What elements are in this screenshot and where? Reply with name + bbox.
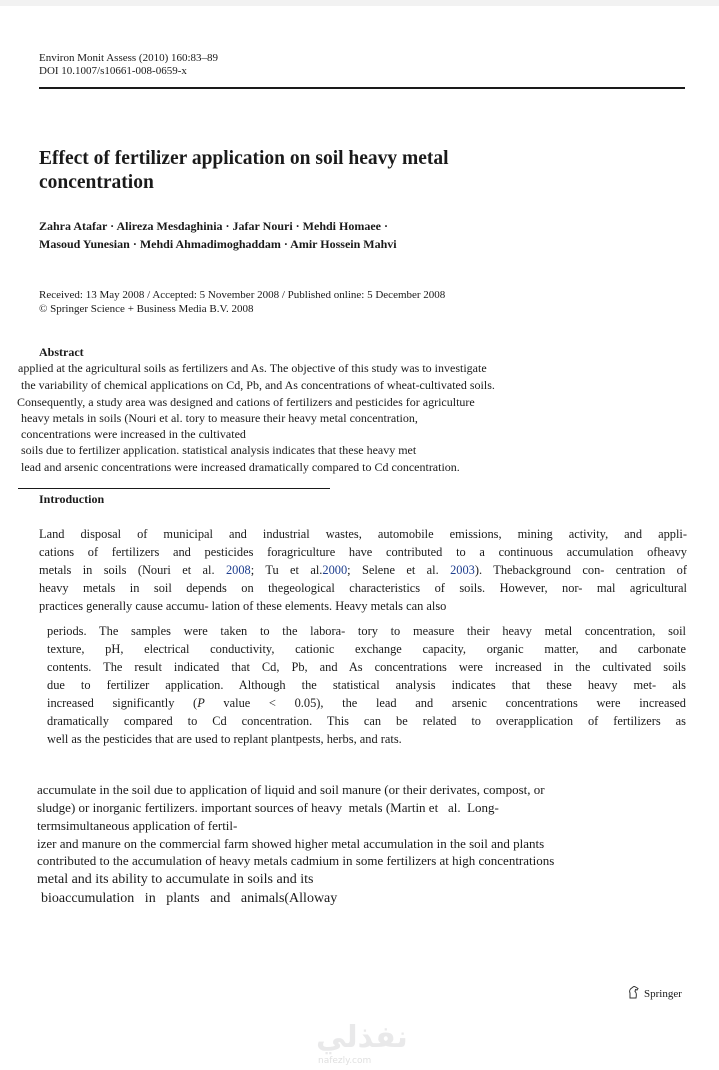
paragraph-line: contents. The result indicated that Cd, Pb, and As concentrations were increased in the cultivated soils — [47, 660, 686, 674]
paragraph-line: periods. The samples were taken to the labora- tory to measure their heavy metal concentration, soil — [47, 624, 686, 638]
doi-line: DOI 10.1007/s10661-008-0659-x — [39, 65, 187, 77]
abstract-line: concentrations were increased in the cultivated — [21, 427, 246, 441]
abstract-line: soils due to fertilizer application. statistical analysis indicates that these heavy met — [21, 443, 417, 457]
copyright-line: © Springer Science + Business Media B.V. 2008 — [39, 303, 254, 315]
watermark-logo: نفذلي — [316, 1020, 408, 1055]
citation-link[interactable]: 2008 — [225, 563, 251, 577]
dates-line-1: Received: 13 May 2008 / Accepted: 5 November 2008 / Published online: 5 December 2008 — [39, 289, 446, 301]
paragraph-line: Land disposal of municipal and industrial wastes, automobile emissions, mining activity, and appli- — [39, 527, 687, 541]
article-title: Effect of fertilizer application on soil heavy metal concentration — [39, 148, 449, 193]
intro-paragraph-2 — [47, 622, 686, 748]
paragraph-line: bioaccumulation in plants and animals(Alloway — [41, 891, 338, 906]
intro-paragraph-1 — [39, 525, 687, 615]
paragraph-line: izer and manure on the commercial farm showed higher metal accumulation in the soil and plants — [37, 836, 545, 851]
abstract-heading: Abstract — [39, 345, 84, 359]
text-span: increased significantly ( — [47, 696, 198, 710]
text-span: metals in soils (Nouri et al. — [39, 563, 226, 577]
paragraph-line: well as the pesticides that are used to replant plantpests, herbs, and rats. — [47, 732, 402, 746]
paragraph-line: sludge) or inorganic fertilizers. important sources of heavy metals (Martin et al. Long- — [37, 800, 499, 815]
top-strip — [0, 0, 719, 6]
publisher-mark — [627, 985, 682, 1002]
abstract-line: Consequently, a study area was designed and cations of fertilizers and pesticides for agriculture — [17, 395, 475, 409]
watermark-url: nafezly.com — [318, 1056, 372, 1066]
paragraph-line — [47, 694, 686, 712]
paragraph-line: termsimultaneous application of fertil- — [37, 818, 238, 833]
abstract-line: heavy metals in soils (Nouri et al. tory to measure their heavy metal concentration, — [21, 411, 418, 425]
paragraph-line: practices generally cause accumu- lation of these elements. Heavy metals can also — [39, 599, 447, 613]
citation-link[interactable]: 2003 — [450, 563, 475, 577]
paragraph-line — [39, 561, 687, 579]
abstract-line: lead and arsenic concentrations were increased dramatically compared to Cd concentration. — [21, 460, 460, 474]
introduction-heading: Introduction — [39, 492, 105, 506]
journal-citation — [39, 52, 218, 78]
text-span: ; Selene et al. — [347, 563, 451, 577]
paragraph-line: heavy metals in soil depends on thegeological characteristics of soils. However, nor- mal agricultural — [39, 581, 687, 595]
paragraph-line: metal and its ability to accumulate in soils and its — [37, 872, 314, 887]
publication-dates — [39, 288, 445, 316]
springer-horse-icon — [627, 985, 641, 1002]
text-span: value < 0.05), the lead and arsenic concentrations were increased — [204, 696, 686, 710]
journal-line-1: Environ Monit Assess (2010) 160:83–89 — [39, 52, 219, 64]
text-span: ; Tu et al. — [250, 563, 323, 577]
abstract-line: the variability of chemical applications on Cd, Pb, and As concentrations of wheat-cultivated soils. — [21, 378, 495, 392]
paragraph-line: accumulate in the soil due to application of liquid and soil manure (or their derivates, compost, or — [37, 782, 545, 797]
paragraph-line: texture, pH, electrical conductivity, cationic exchange capacity, organic matter, and carbonate — [47, 642, 686, 656]
section-rule — [18, 488, 330, 489]
paragraph-line: dramatically compared to Cd concentration. This can be related to overapplication of fertilizers as — [47, 714, 686, 728]
text-span: ). Thebackground con- centration of — [474, 563, 687, 577]
paragraph-line: contributed to the accumulation of heavy metals cadmium in some fertilizers at high concentrations — [37, 853, 555, 868]
paragraph-line: cations of fertilizers and pesticides foragriculture have contributed to a continuous accumulation ofheavy — [39, 545, 687, 559]
italic-symbol: P — [197, 696, 205, 710]
authors-line-1: Zahra Atafar · Alireza Mesdaghinia · Jafar Nouri · Mehdi Homaee · — [39, 219, 388, 233]
citation-link[interactable]: 2000 — [322, 563, 348, 577]
abstract-line: applied at the agricultural soils as fertilizers and As. The objective of this study was to investigate — [18, 361, 487, 375]
header-rule — [39, 87, 685, 89]
author-list — [39, 217, 397, 253]
publisher-name: Springer — [644, 987, 682, 1000]
paragraph-line: due to fertilizer application. Although the statistical analysis indicates that these heavy met- als — [47, 678, 686, 692]
authors-line-2: Masoud Yunesian · Mehdi Ahmadimoghaddam · Amir Hossein Mahvi — [39, 237, 397, 251]
